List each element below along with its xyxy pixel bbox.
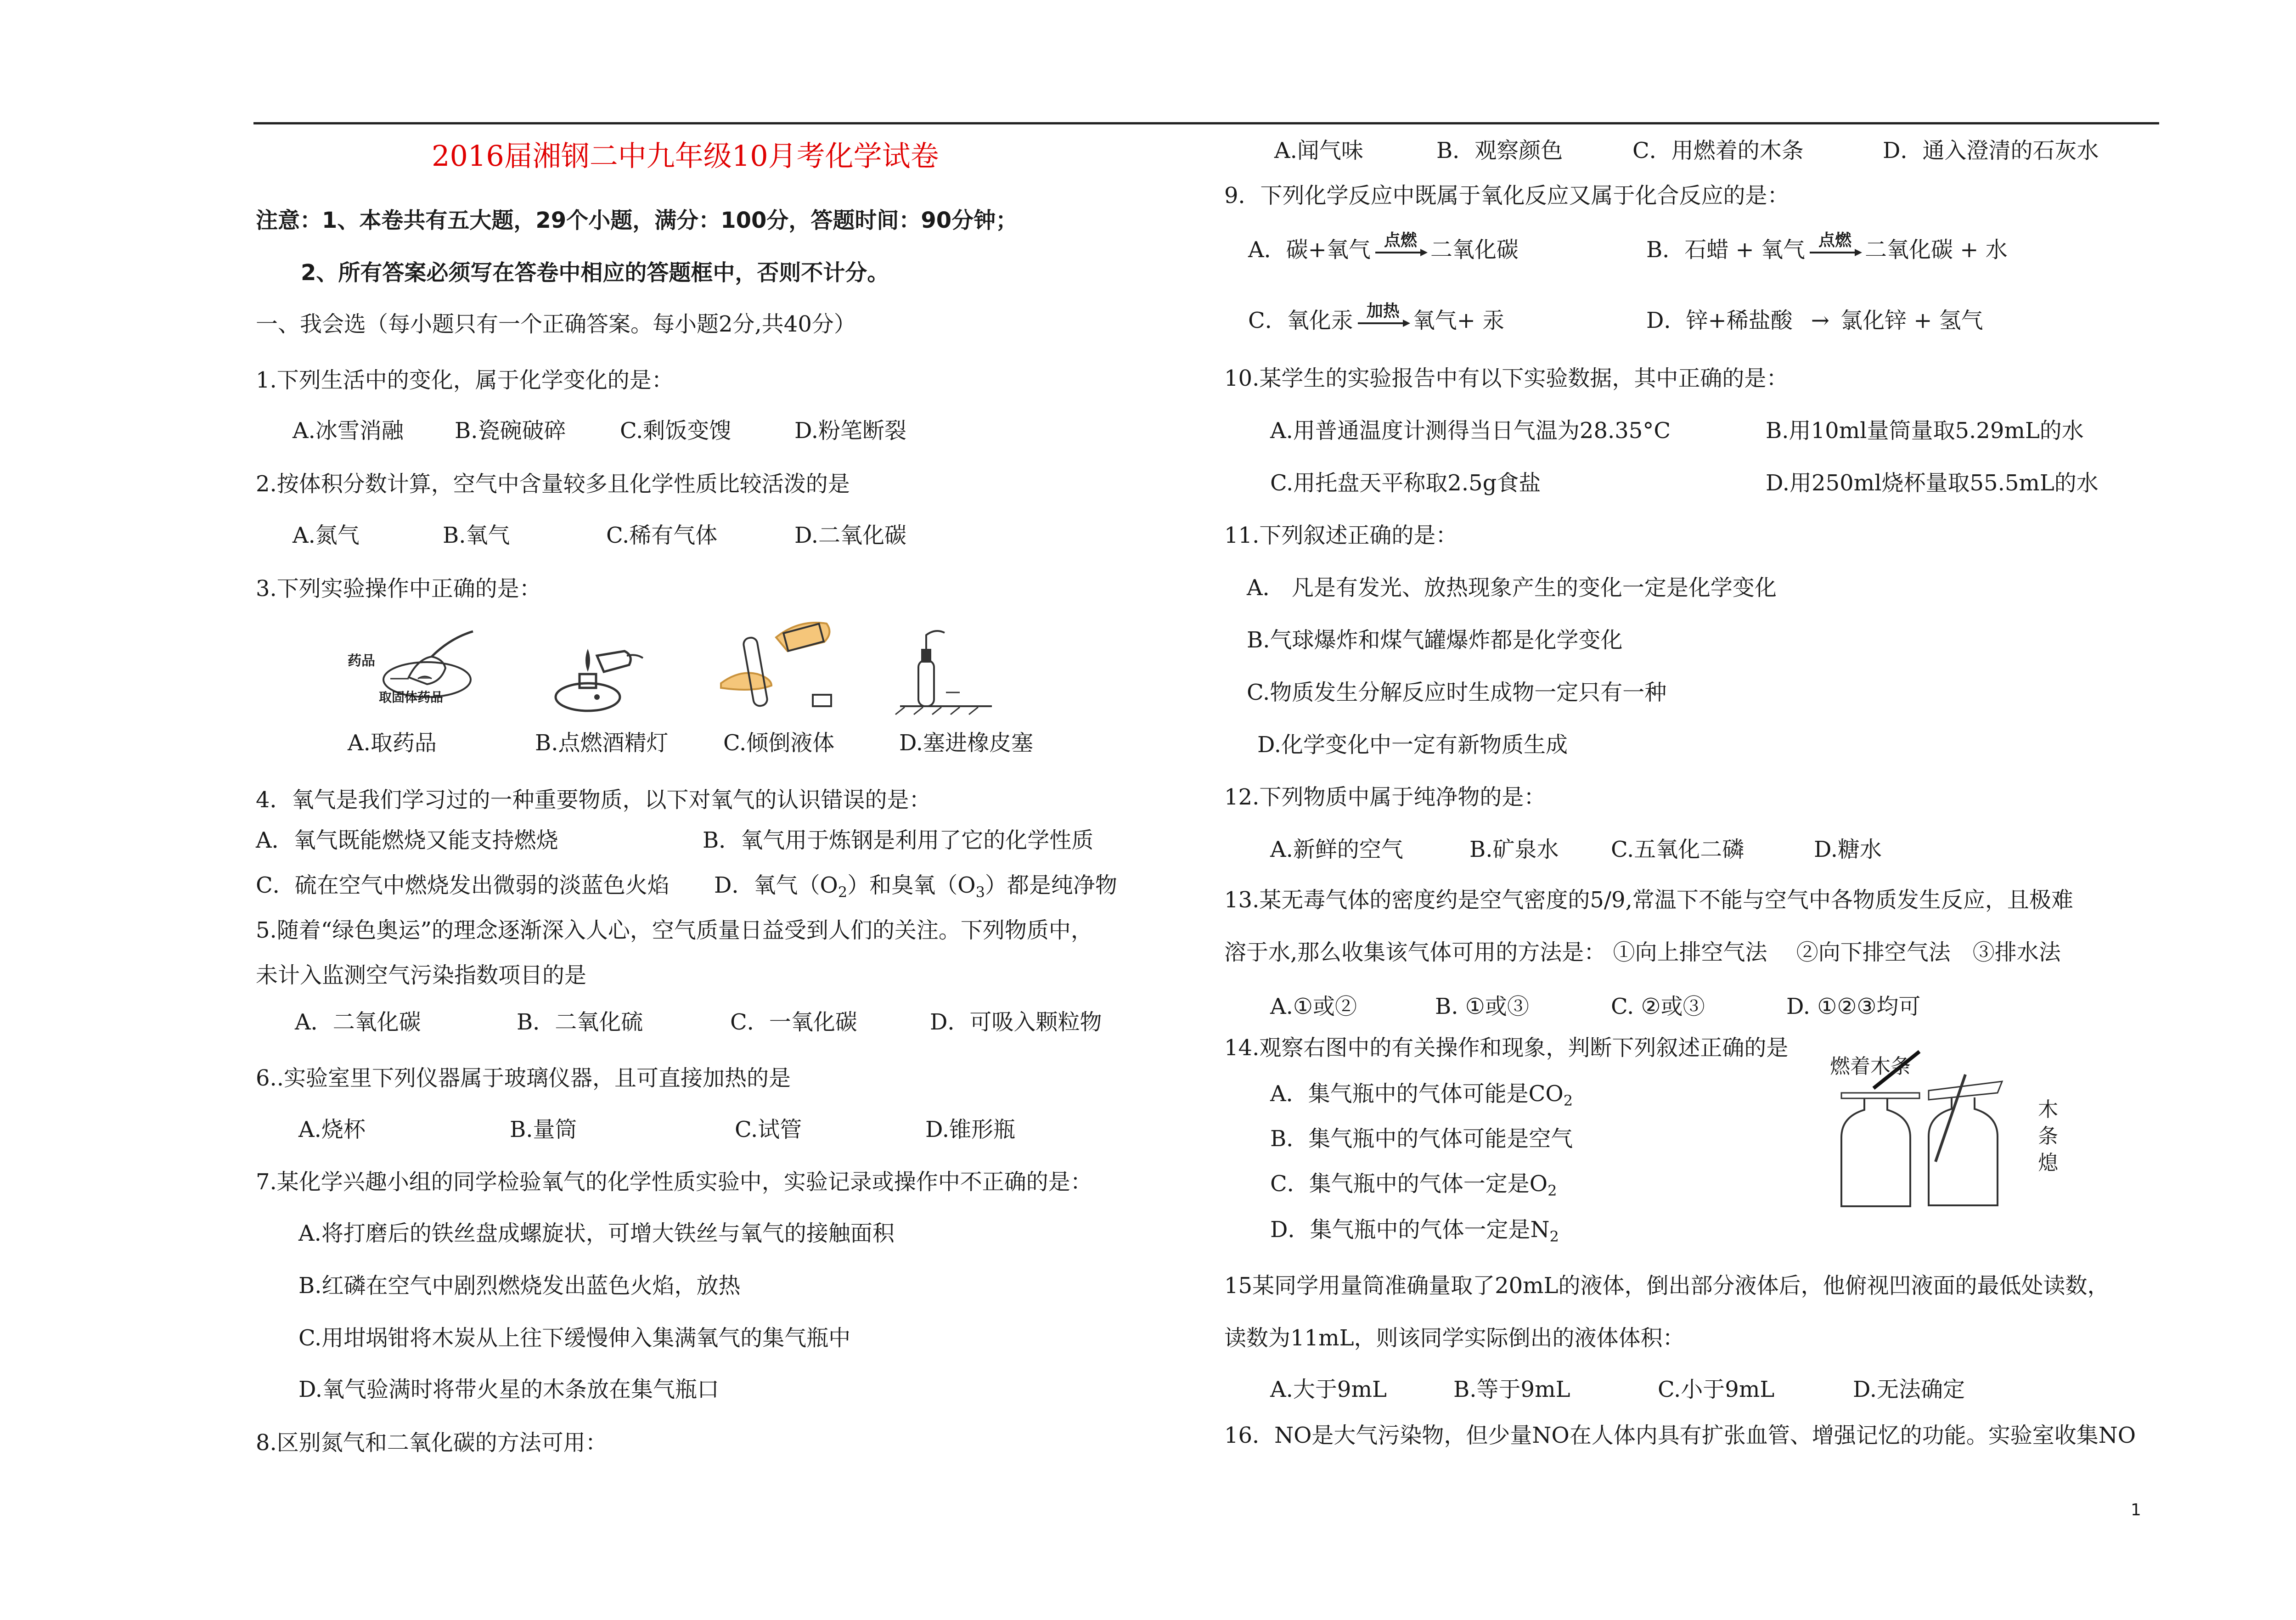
q3-option-a: A.取药品	[348, 730, 437, 756]
q8-stem: 8.区别氮气和二氧化碳的方法可用：	[256, 1430, 608, 1456]
pour-liquid-figure	[716, 619, 845, 715]
q15-stem-line1: 15某同学用量筒准确量取了20mL的液体，倒出部分液体后，他俯视凹液面的最低处读数，	[1224, 1273, 2110, 1299]
reaction-arrow: 点燃	[1810, 236, 1860, 264]
q14-figure-label-1: 木	[2038, 1098, 2058, 1121]
q5-stem-line1: 5.随着“绿色奥运”的理念逐渐深入人心，空气质量日益受到人们的关注。下列物质中，	[256, 917, 1093, 943]
q14-option-d: D．集气瓶中的气体一定是$N_2$	[1270, 1217, 1559, 1245]
q1-option-c: C.剩饭变馊	[620, 418, 732, 444]
q8-option-c: C．用燃着的木条	[1632, 138, 1804, 163]
q12-option-d: D.糖水	[1814, 837, 1882, 862]
q13-option-c: C. ②或③	[1611, 994, 1705, 1019]
q10-option-a: A.用普通温度计测得当日气温为28.35°C	[1270, 418, 1671, 444]
q13-option-a: A.①或②	[1270, 994, 1357, 1019]
q6-stem: 6..实验室里下列仪器属于玻璃仪器，且可直接加热的是	[256, 1065, 791, 1091]
q4-option-a: A．氧气既能燃烧又能支持燃烧	[256, 827, 558, 853]
q16-stem: 16．NO是大气污染物，但少量NO在人体内具有扩张血管、增强记忆的功能。实验室收集NO	[1224, 1423, 2136, 1448]
q13-option-d: D. ①②③均可	[1786, 994, 1921, 1019]
q14-option-a: A．集气瓶中的气体可能是$CO_2$	[1270, 1081, 1573, 1109]
q5-option-d: D．可吸入颗粒物	[930, 1009, 1102, 1035]
q13-stem-line1: 13.某无毒气体的密度约是空气密度的5/9,常温下不能与空气中各物质发生反应，且极难	[1224, 887, 2073, 913]
section-1-heading: 一、我会选（每小题只有一个正确答案。每小题2分,共40分）	[256, 311, 856, 337]
q2-option-a: A.氮气	[293, 523, 360, 548]
q11-option-b: B.气球爆炸和煤气罐爆炸都是化学变化	[1247, 627, 1623, 653]
q4-option-d: D．氧气$(O_2)$和臭氧$(O_3)$都是纯净物	[714, 872, 1117, 901]
q6-option-d: D.锥形瓶	[925, 1117, 1016, 1142]
q1-option-b: B.瓷碗破碎	[455, 418, 566, 444]
q6-option-b: B.量筒	[510, 1117, 577, 1142]
q13-option-b: B. ①或③	[1435, 994, 1529, 1019]
q14-figure-label-3: 熄	[2038, 1151, 2058, 1175]
q1-stem: 1.下列生活中的变化，属于化学变化的是：	[256, 367, 674, 393]
q8-option-d: D．通入澄清的石灰水	[1883, 138, 2099, 163]
q5-option-c: C．一氧化碳	[730, 1009, 857, 1035]
q12-option-b: B.矿泉水	[1469, 837, 1559, 862]
q10-option-b: B.用10ml量筒量取5.29mL的水	[1766, 418, 2084, 444]
q11-option-c: C.物质发生分解反应时生成物一定只有一种	[1247, 680, 1667, 705]
q4-option-c: C．硫在空气中燃烧发出微弱的淡蓝色火焰	[256, 872, 670, 898]
q10-option-c: C.用托盘天平称取2.5g食盐	[1270, 470, 1541, 496]
q12-option-a: A.新鲜的空气	[1270, 837, 1403, 862]
q7-option-d: D.氧气验满时将带火星的木条放在集气瓶口	[298, 1377, 720, 1402]
q3-option-c: C.倾倒液体	[723, 730, 835, 756]
q9-option-d: D．锌+稀盐酸 → 氯化锌 + 氢气	[1646, 308, 1983, 333]
q11-option-d: D.化学变化中一定有新物质生成	[1257, 732, 1568, 758]
q8-option-b: B．观察颜色	[1436, 138, 1563, 163]
q10-option-d: D.用250ml烧杯量取55.5mL的水	[1766, 470, 2099, 496]
q3-option-d: D.塞进橡皮塞	[899, 730, 1034, 756]
q3-figure-caption: 取固体药品	[379, 690, 444, 705]
q11-option-a: A． 凡是有发光、放热现象产生的变化一定是化学变化	[1247, 575, 1777, 601]
q10-stem: 10.某学生的实验报告中有以下实验数据，其中正确的是：	[1224, 366, 1789, 391]
right-arrow-icon: →	[1811, 308, 1829, 333]
q7-option-c: C.用坩埚钳将木炭从上往下缓慢伸入集满氧气的集气瓶中	[298, 1325, 851, 1351]
q5-option-a: A．二氧化碳	[295, 1009, 421, 1035]
q5-option-b: B．二氧化硫	[517, 1009, 643, 1035]
note-1: 注意：1、本卷共有五大题，29个小题，满分：100分，答题时间：90分钟；	[256, 208, 1018, 233]
q14-option-c: C．集气瓶中的气体一定是$O_2$	[1270, 1171, 1557, 1199]
q6-option-a: A.烧杯	[298, 1117, 366, 1142]
q9-option-c: C．氧化汞 加热 氧气+ 汞	[1248, 302, 1505, 333]
q7-option-b: B.红磷在空气中剧烈燃烧发出蓝色火焰，放热	[298, 1273, 741, 1299]
top-rule	[253, 122, 2159, 124]
q8-option-a: A.闻气味	[1274, 138, 1363, 163]
q3-option-b: B.点燃酒精灯	[535, 730, 669, 756]
alcohol-lamp-figure	[528, 628, 666, 720]
q11-stem: 11.下列叙述正确的是：	[1224, 523, 1458, 548]
q14-figure-label-burning: 燃着木条	[1830, 1055, 1911, 1078]
q2-stem: 2.按体积分数计算，空气中含量较多且化学性质比较活泼的是	[256, 471, 850, 497]
q13-stem-line2: 溶于水,那么收集该气体可用的方法是： ①向上排空气法 ②向下排空气法 ③排水法	[1224, 939, 2061, 965]
q4-stem: 4．氧气是我们学习过的一种重要物质，以下对氧气的认识错误的是：	[256, 787, 931, 813]
q3-figure-label-medicine: 药品	[348, 653, 375, 669]
q2-option-b: B.氧气	[443, 523, 510, 548]
q14-figure-label-2: 条	[2038, 1125, 2058, 1148]
q15-option-a: A.大于9mL	[1270, 1377, 1387, 1402]
q4-option-b: B．氧气用于炼钢是利用了它的化学性质	[703, 827, 1094, 853]
q15-option-b: B.等于9mL	[1453, 1377, 1570, 1402]
q15-option-c: C.小于9mL	[1658, 1377, 1775, 1402]
q15-option-d: D.无法确定	[1853, 1377, 1965, 1402]
q1-option-a: A.冰雪消融	[293, 418, 404, 444]
q9-option-a: A．碳+氧气 点燃 二氧化碳	[1248, 231, 1519, 263]
q9-option-b: B．石蜡 + 氧气 点燃 二氧化碳 + 水	[1646, 231, 2008, 263]
q7-stem: 7.某化学兴趣小组的同学检验氧气的化学性质实验中，实验记录或操作中不正确的是：	[256, 1169, 1092, 1195]
rubber-stopper-figure	[891, 624, 1010, 715]
q14-stem: 14.观察右图中的有关操作和现象，判断下列叙述正确的是	[1224, 1035, 1789, 1061]
q9-stem: 9．下列化学反应中既属于氧化反应又属于化合反应的是：	[1224, 183, 1790, 208]
q6-option-c: C.试管	[735, 1117, 802, 1142]
note-2: 2、所有答案必须写在答卷中相应的答题框中，否则不计分。	[301, 260, 889, 286]
page-title: 2016届湘钢二中九年级10月考化学试卷	[432, 139, 939, 173]
q7-option-a: A.将打磨后的铁丝盘成螺旋状，可增大铁丝与氧气的接触面积	[298, 1221, 895, 1246]
q12-stem: 12.下列物质中属于纯净物的是：	[1224, 784, 1546, 810]
q12-option-c: C.五氧化二磷	[1611, 837, 1745, 862]
q15-stem-line2: 读数为11mL，则该同学实际倒出的液体体积：	[1224, 1325, 1685, 1351]
q2-option-d: D.二氧化碳	[794, 523, 907, 548]
q3-stem: 3.下列实验操作中正确的是：	[256, 576, 541, 602]
reaction-arrow: 点燃	[1375, 236, 1426, 264]
q2-option-c: C.稀有气体	[606, 523, 718, 548]
reaction-arrow: 加热	[1358, 307, 1408, 334]
q1-option-d: D.粉笔断裂	[794, 418, 907, 444]
q5-stem-line2: 未计入监测空气污染指数项目的是	[256, 962, 587, 988]
page-number: 1	[2131, 1501, 2141, 1519]
q14-option-b: B．集气瓶中的气体可能是空气	[1270, 1126, 1573, 1152]
